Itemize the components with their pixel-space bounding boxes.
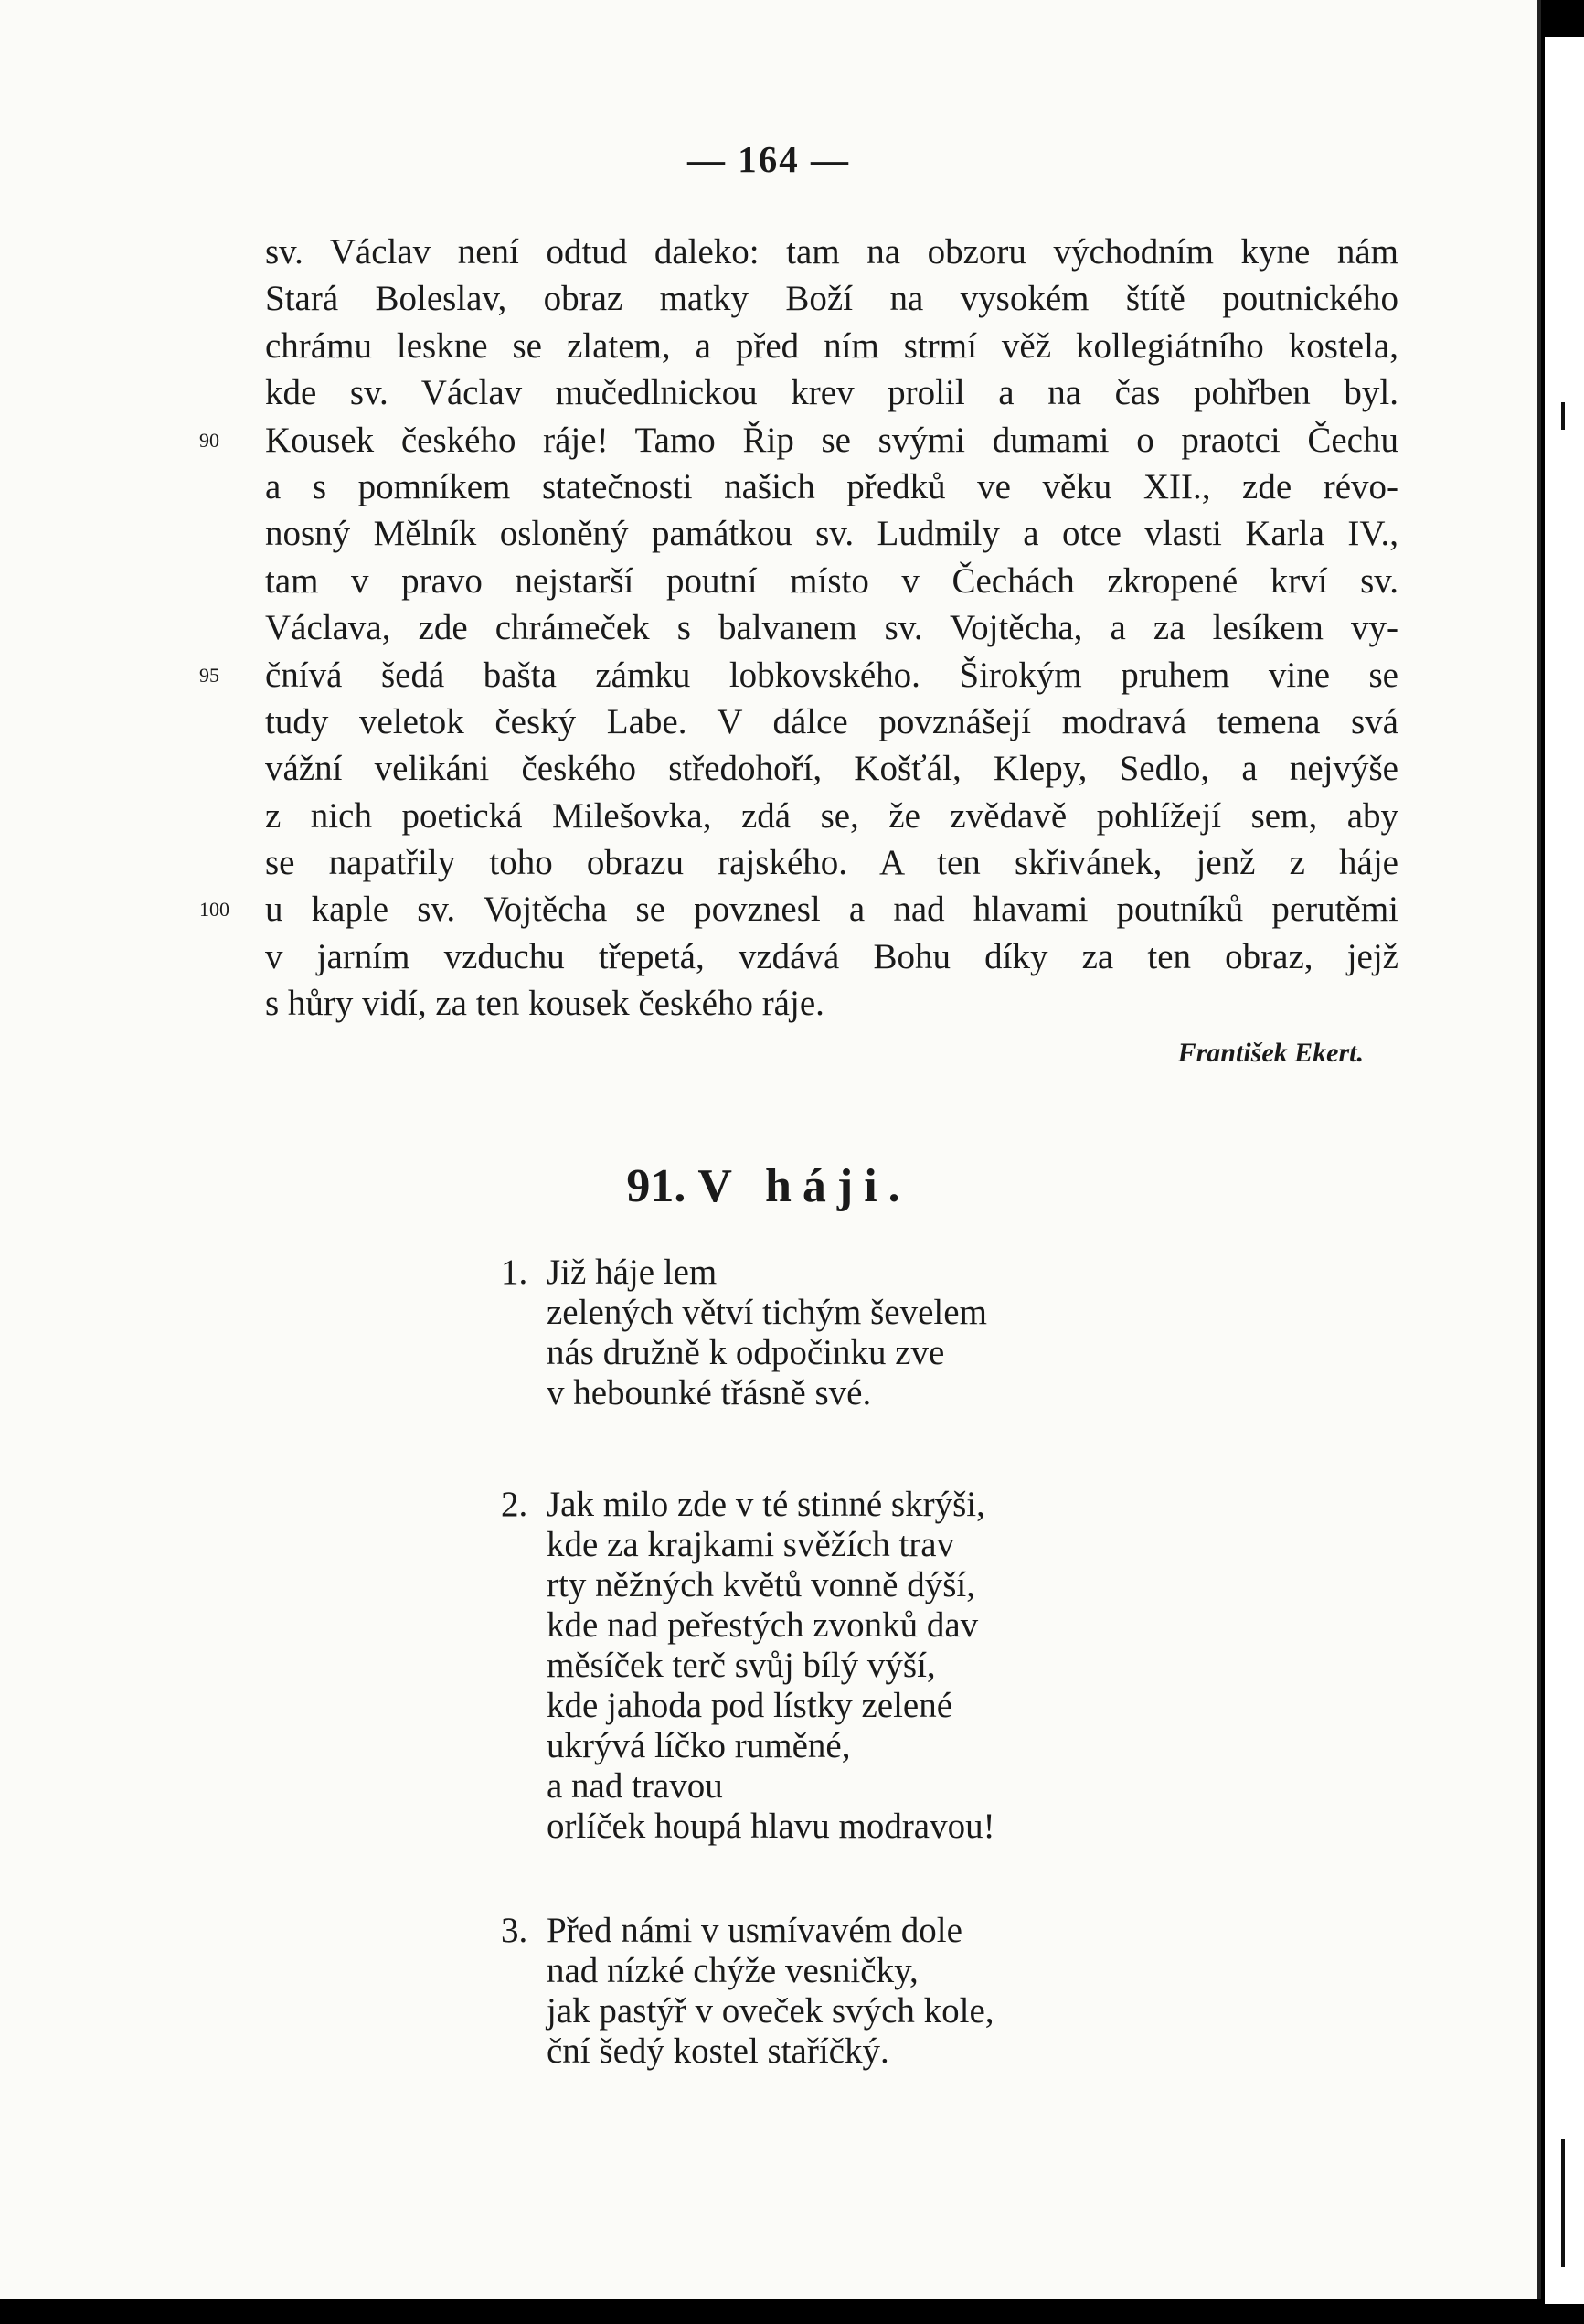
adjacent-page-edge [1545, 37, 1584, 2304]
prose-line [199, 417, 1398, 464]
prose-line: v jarním vzduchu třepetá, vzdává Bohu díky za ten obraz, jejž [265, 936, 1398, 976]
prose-line: s hůry vidí, za ten kousek českého ráje. [265, 984, 824, 1024]
prose-line: tudy veletok český Labe. V dálce povznášejí modravá temena svá [265, 701, 1398, 741]
stanza-number: 1. [501, 1253, 528, 1292]
line-number: 100 [199, 898, 229, 922]
line-number: 95 [199, 663, 219, 687]
stanza-number: 2. [501, 1485, 528, 1524]
stanza-line-text: Jak milo zde v té stinné skrýši, [547, 1485, 985, 1524]
poem-title: V háji. [697, 1160, 911, 1212]
stanza-line: kde za krajkami svěžích trav [547, 1525, 955, 1564]
prose-line: sv. Václav není odtud daleko: tam na obzoru východním kyne nám [265, 232, 1398, 272]
poem-number: 91. [626, 1160, 686, 1212]
prose-line: Václava, zde chrámeček s balvanem sv. Vojtěcha, a za lesíkem vy- [265, 608, 1398, 648]
prose-line: z nich poetická Milešovka, zdá se, že zvědavě pohlížejí sem, aby [265, 795, 1398, 836]
prose-line: a s pomníkem statečnosti našich předků ve věku XII., zde révo- [265, 466, 1398, 506]
stanza-line: rty něžných květů vonně dýší, [547, 1565, 975, 1604]
stanza-line: jak pastýř v oveček svých kole, [547, 1991, 994, 2031]
stanza-line: měsíček terč svůj bílý výší, [547, 1646, 936, 1685]
stanza-line [501, 1485, 1232, 1525]
prose-line: nosný Mělník osloněný památkou sv. Ludmily a otce vlasti Karla IV., [265, 514, 1398, 554]
stanza-line [501, 1253, 1232, 1293]
page-edge-mark [1561, 2139, 1565, 2267]
prose-line: vážní velikáni českého středohoří, Košťál, Klepy, Sedlo, a nejvýše [265, 749, 1398, 789]
stanza-line: ční šedý kostel staříčký. [547, 2031, 889, 2071]
stanza-line: zelených větví tichým ševelem [547, 1293, 987, 1332]
page-edge-mark [1561, 402, 1565, 430]
stanza-line: a nad travou [547, 1766, 723, 1806]
stanza-line-text: Před námi v usmívavém dole [547, 1911, 962, 1950]
stanza-2 [501, 1485, 1232, 1847]
prose-block [199, 229, 1398, 1028]
stanza-line: nad nízké chýže vesničky, [547, 1951, 919, 1990]
stanza-number: 3. [501, 1911, 528, 1950]
prose-line: se napatřily toho obrazu rajského. A ten skřivánek, jenž z háje [265, 843, 1398, 883]
stanza-1 [501, 1253, 1232, 1413]
author-signature: František Ekert. [1177, 1038, 1364, 1068]
poem-heading [0, 1159, 1537, 1213]
stanza-line: ukrývá líčko ruměné, [547, 1726, 851, 1765]
prose-line-text: u kaple sv. Vojtěcha se povznesl a nad hlavami poutníků perutěmi [265, 890, 1398, 930]
line-number: 90 [199, 428, 219, 452]
stanza-line: kde jahoda pod lístky zelené [547, 1686, 953, 1725]
stanza-line: kde nad peřestých zvonků dav [547, 1605, 979, 1645]
stanza-line: nás družně k odpočinku zve [547, 1333, 945, 1372]
prose-line-text: Kousek českého ráje! Tamo Řip se svými dumami o praotci Čechu [265, 420, 1398, 460]
prose-line: chrámu leskne se zlatem, a před ním strmí věž kollegiátního kostela, [265, 325, 1398, 366]
prose-line: tam v pravo nejstarší poutní místo v Čechách zkropené krví sv. [265, 560, 1398, 601]
stanza-line: orlíček houpá hlavu modravou! [547, 1807, 995, 1846]
stanza-3 [501, 1911, 1232, 2072]
stanza-line: v hebounké třásně své. [547, 1373, 872, 1413]
prose-line: kde sv. Václav mučedlnickou krev prolil a na čas pohřben byl. [265, 373, 1398, 413]
prose-line [199, 886, 1398, 933]
prose-line: Stará Boleslav, obraz matky Boží na vysokém štítě poutnického [265, 279, 1398, 319]
prose-line [199, 652, 1398, 698]
stanza-line-text: Již háje lem [547, 1253, 718, 1292]
page-number: — 164 — [687, 138, 850, 180]
prose-line-text: čnívá šedá bašta zámku lobkovského. Širokým pruhem vine se [265, 655, 1398, 695]
stanza-line [501, 1911, 1232, 1951]
